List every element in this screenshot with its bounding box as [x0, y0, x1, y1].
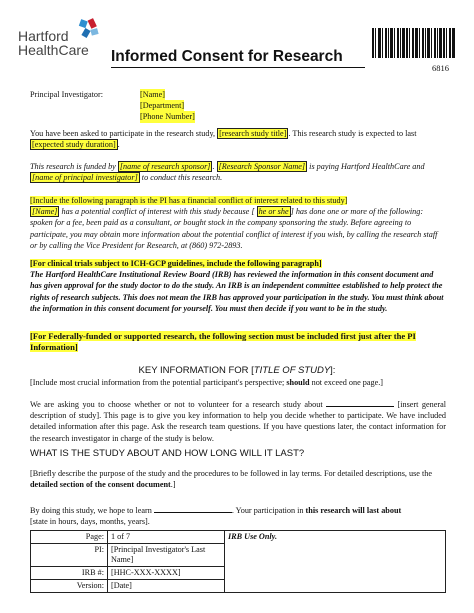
conflict-section	[30, 195, 446, 251]
hartford-healthcare-logo	[18, 18, 108, 58]
pronoun-field: he or she	[258, 207, 289, 217]
intro-text-1: You have been asked to participate in the research study,	[30, 129, 218, 138]
key-info-heading-title: TITLE OF STUDY	[253, 365, 331, 376]
ich-instruction: [For clinical trials subject to ICH-GCP guidelines, include the following paragraph]	[30, 259, 322, 268]
intro-text-2: . This research study is expected to last	[288, 129, 417, 138]
study-about-heading: WHAT IS THE STUDY ABOUT AND HOW LONG WILL IT LAST?	[30, 448, 305, 459]
version-label: Version:	[31, 580, 108, 593]
key-info-paragraph	[30, 398, 446, 444]
version-value: [Date]	[108, 580, 225, 593]
pi-name-field: [name of principal investigator]	[32, 173, 138, 183]
ich-text: The Hartford HealthCare Institutional Review Board (IRB) has reviewed the information in this consent document and has given approval for the study doctor to do the study. An IRB is an independent committee established to help protect the rights of research subjects. This does not mean the IRB has approved your participation in the study. You must think about the information in this consent document for yourself. You must then decide if you want to be in the study.	[30, 270, 444, 313]
key-info-instruction	[30, 377, 446, 388]
footer-row-page	[31, 531, 446, 544]
federal-instruction: [For Federally-funded or supported research, the following section must be included first just after the PI Information]	[30, 331, 416, 353]
study-duration-field: [expected study duration]	[32, 140, 116, 150]
investigator-phone: [Phone Number]	[140, 112, 195, 122]
study-title-field: [research study title]	[219, 129, 287, 138]
page-title: Informed Consent for Research	[111, 48, 343, 65]
investigator-label: Principal Investigator:	[30, 90, 103, 99]
funding-text-4: to conduct this research.	[139, 173, 223, 183]
conflict-text-1: has a potential conflict of interest with this study because [	[59, 207, 257, 217]
page-value: 1 of 7	[108, 531, 225, 544]
sponsor-field: [name of research sponsor]	[119, 162, 211, 171]
study-about-paragraph	[30, 504, 446, 527]
key-info-should: should	[286, 378, 310, 387]
sponsor-name-field: [Research Sponsor Name]	[218, 162, 306, 171]
study-about-p2b: . Your participation in	[231, 506, 306, 515]
ich-section	[30, 258, 446, 314]
funding-text-3: is paying Hartford HealthCare and	[307, 162, 425, 171]
page-label: Page:	[31, 531, 108, 544]
pi-label: PI:	[31, 544, 108, 567]
pi-value: [Principal Investigator's Last Name]	[108, 544, 225, 567]
key-info-text-1: [Include most crucial information from the potential participant's perspective;	[30, 378, 287, 387]
form-number: 6816	[432, 63, 449, 73]
key-info-text-2: not exceed one page.]	[309, 378, 383, 387]
conflict-text-2: ] has done one or more of the following: spoken for a fee, been paid as a consultant, or bought stock in the company sponsoring the study. Before agreeing to participate, you may obtain more information about the potential conflict of interest if you wish, by calling the research staff or by calling the Vice President for Research, at (860) 972-2893.	[30, 207, 438, 250]
key-info-p2a: We are asking you to choose whether or not to volunteer for a research study about	[30, 400, 327, 409]
study-about-bold: detailed section of the consent document	[30, 480, 171, 490]
conflict-instruction: [Include the following paragraph is the PI has a financial conflict of interest related to this study]	[30, 196, 348, 205]
irb-label: IRB #:	[31, 567, 108, 580]
investigator-block	[140, 89, 195, 123]
investigator-name: [Name]	[140, 90, 166, 99]
intro-text-3: .	[117, 140, 120, 150]
barcode-icon	[372, 28, 456, 58]
study-about-p2c: this research will last about	[305, 506, 402, 515]
irb-value: [HHC-XXX-XXXX]	[108, 567, 225, 580]
investigator-department: [Department]	[140, 101, 185, 111]
key-info-heading-text: KEY INFORMATION FOR [	[138, 365, 254, 376]
funding-text-1: This research is funded by	[30, 162, 118, 171]
irb-use-only: IRB Use Only.	[225, 531, 446, 593]
logo-line1: Hartford	[18, 28, 69, 44]
study-about-text-2: .]	[170, 480, 176, 490]
study-description-blank[interactable]	[326, 398, 394, 407]
learn-goal-blank[interactable]	[154, 504, 232, 513]
study-about-text-1: [Briefly describe the purpose of the study and the procedures to be followed in lay terms. For detailed descriptions, use the	[30, 469, 432, 478]
funding-paragraph	[30, 161, 446, 183]
funding-text-2: .	[212, 162, 217, 171]
study-about-instruction	[30, 468, 446, 490]
key-info-heading	[0, 365, 474, 376]
intro-paragraph	[30, 128, 446, 150]
federal-section	[30, 331, 446, 353]
key-info-heading-end: ]:	[330, 365, 336, 376]
study-about-p2d: [state in hours, days, months, years].	[30, 517, 150, 527]
title-rule	[111, 67, 365, 68]
logo-line2: HealthCare	[18, 42, 89, 58]
study-about-p2a: By doing this study, we hope to learn	[30, 506, 154, 515]
logo-mark-icon	[76, 18, 102, 40]
conflict-name-field: [Name]	[32, 207, 58, 217]
footer-table	[30, 530, 446, 593]
key-info-p2b: [insert general description of study]. This page is to give you key information to help you decide whether to participate. We have included detailed information after this page. Ask the research team questions. If you have questions later, the contact information for the research investigator in charge of the study is below.	[30, 400, 446, 443]
